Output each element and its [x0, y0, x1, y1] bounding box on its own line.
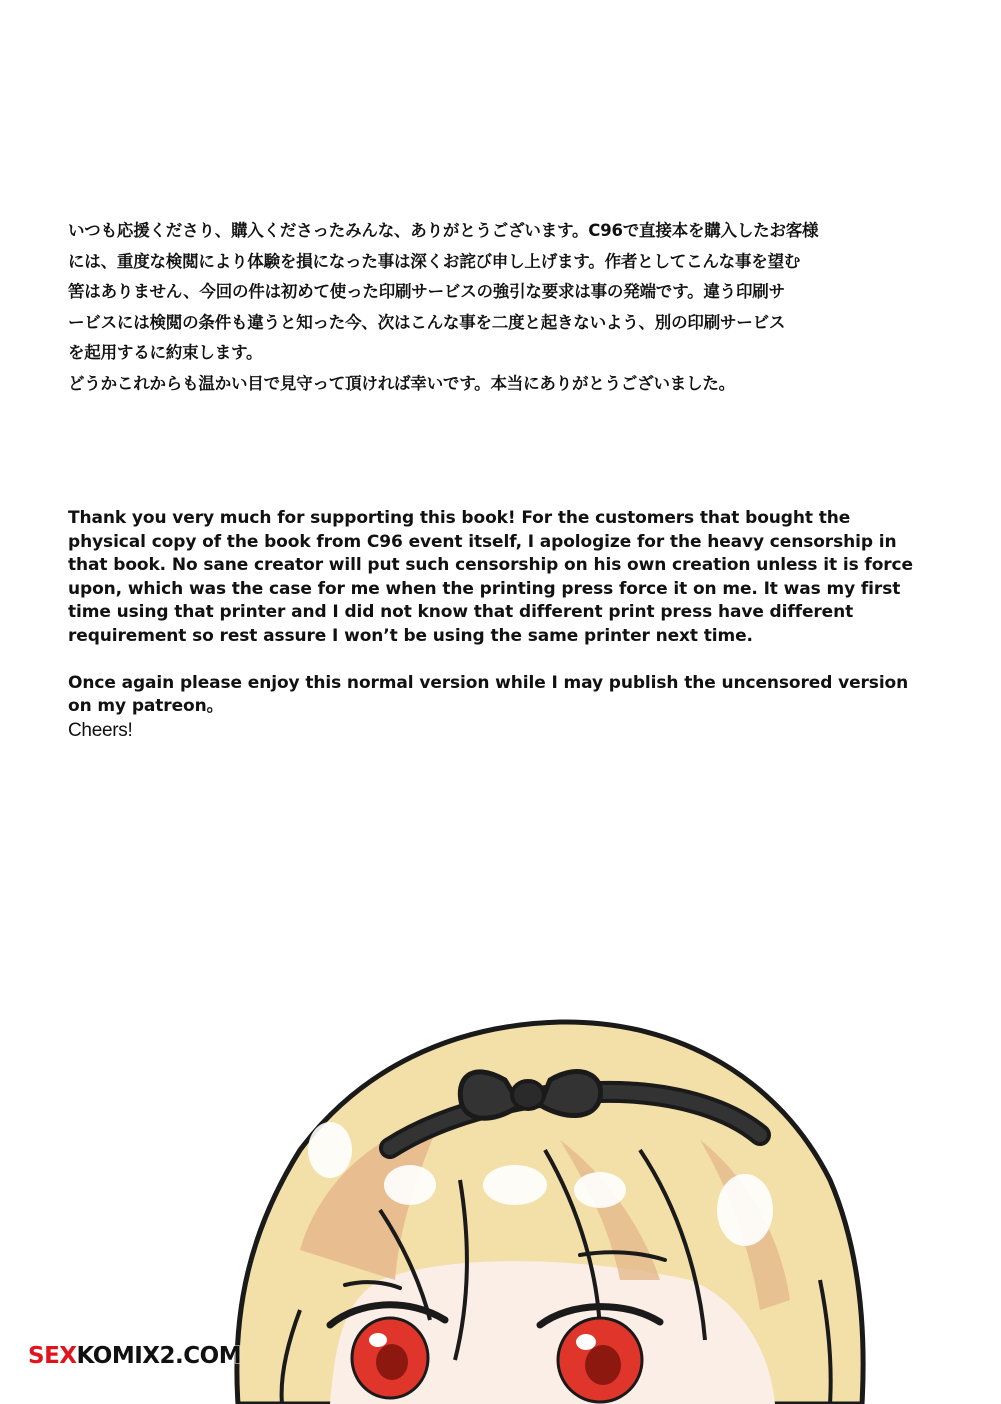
- japanese-message: [68, 216, 948, 399]
- chibi-girl-illustration: [0, 980, 1001, 1404]
- eye-left-shine: [369, 1333, 387, 1347]
- english-line: Once again please enjoy this normal version while I may publish the uncensored version: [68, 672, 909, 693]
- english-line: upon, which was the case for me when the printing press force it on me. It was my first: [68, 578, 901, 599]
- english-line: that book. No sane creator will put such censorship on his own creation unless it is force: [68, 555, 913, 575]
- english-message: [68, 507, 948, 742]
- hair-highlight: [308, 1122, 352, 1178]
- hair-highlight: [717, 1174, 773, 1246]
- eye-right-shine: [576, 1334, 596, 1350]
- paragraph-gap: [68, 648, 948, 672]
- japanese-line: ービスには検閲の条件も違うと知った今、次はこんな事を二度と起きないよう、別の印刷サービス: [68, 312, 786, 332]
- japanese-line: には、重度な検閲により体験を損になった事は深くお詫び申し上げます。作者としてこんな事を望む: [68, 251, 801, 271]
- english-line: requirement so rest assure I won’t be using the same printer next time.: [68, 625, 753, 646]
- japanese-line: どうかこれからも温かい目で見守って頂ければ幸いです。本当にありがとうございました。: [68, 373, 735, 393]
- watermark-part-1: SEX: [28, 1343, 77, 1369]
- eye-left-pupil: [376, 1344, 408, 1380]
- site-watermark: [28, 1343, 241, 1369]
- hair-highlight: [574, 1172, 626, 1208]
- english-line: physical copy of the book from C96 event itself, I apologize for the heavy censorship in: [68, 531, 897, 552]
- japanese-line: を起用するに約束します。: [68, 343, 263, 362]
- bow-knot: [512, 1081, 544, 1109]
- japanese-line: 筈はありません、今回の件は初めて使った印刷サービスの強引な要求は事の発端です。違う印刷サ: [68, 282, 785, 301]
- english-line: on my patreon。: [68, 696, 224, 716]
- hair-highlight: [483, 1165, 547, 1205]
- hair-highlight: [384, 1165, 436, 1205]
- eye-right-pupil: [585, 1345, 621, 1385]
- english-line: time using that printer and I did not know that different print press have different: [68, 602, 854, 622]
- signoff: Cheers!: [68, 719, 133, 741]
- japanese-line: いつも応援くださり、購入くださったみんな、ありがとうございます。C96で直接本を購入したお客様: [68, 221, 819, 240]
- english-line: Thank you very much for supporting this book! For the customers that bought the: [68, 508, 851, 528]
- bow-right: [540, 1072, 601, 1116]
- watermark-part-2: KOMIX2.COM: [76, 1343, 242, 1369]
